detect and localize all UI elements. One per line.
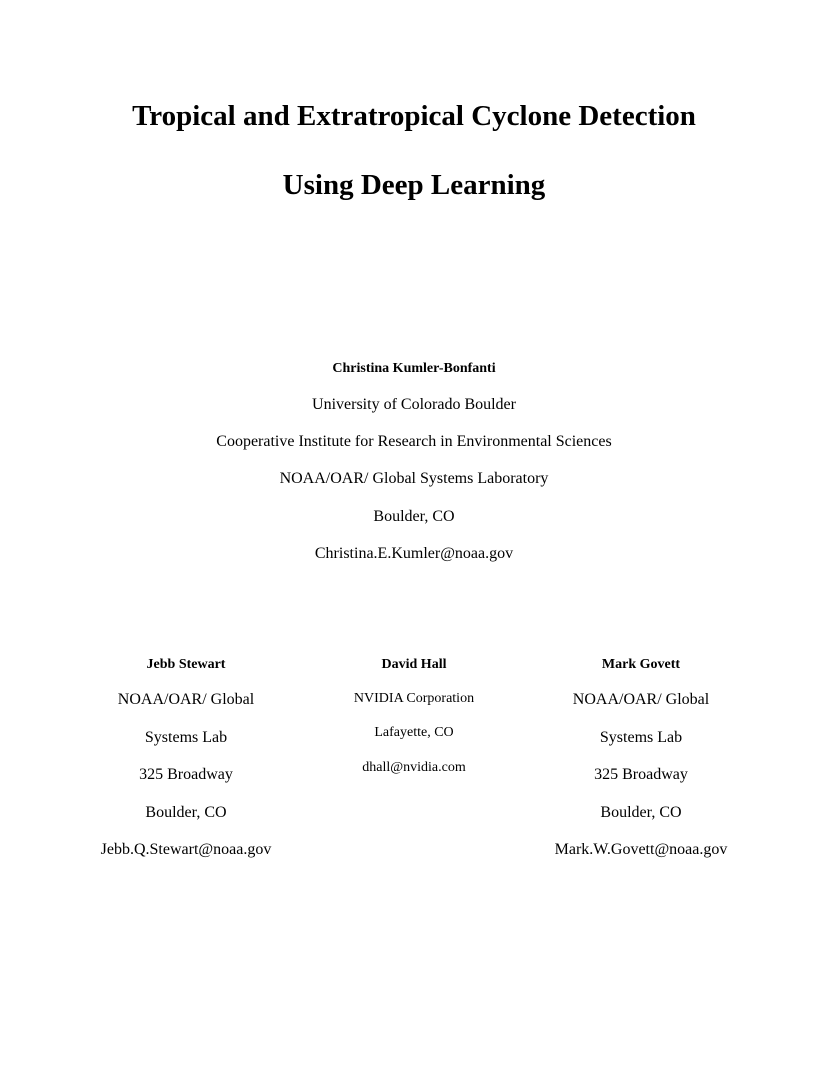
- coauthor-affiliation-2: Systems Lab: [144, 729, 228, 746]
- coauthor-affiliation-1: NVIDIA Corporation: [353, 691, 475, 706]
- coauthor-address: 325 Broadway: [594, 766, 688, 783]
- coauthor-affiliation-2: Systems Lab: [599, 729, 683, 746]
- coauthor-email: dhall@nvidia.com: [362, 760, 466, 775]
- lead-author-name: Christina Kumler-Bonfanti: [332, 361, 496, 376]
- paper-title-line-2: Using Deep Learning: [282, 169, 546, 201]
- lead-author-email: Christina.E.Kumler@noaa.gov: [314, 545, 514, 562]
- paper-title-line-1: Tropical and Extratropical Cyclone Detection: [132, 100, 696, 132]
- coauthor-name: David Hall: [381, 657, 447, 672]
- coauthor-location: Boulder, CO: [600, 804, 682, 821]
- lead-author-affiliation-3: NOAA/OAR/ Global Systems Laboratory: [279, 470, 549, 487]
- coauthor-name: Jebb Stewart: [146, 657, 226, 672]
- lead-author-affiliation-1: University of Colorado Boulder: [312, 396, 516, 413]
- coauthor-address: 325 Broadway: [139, 766, 233, 783]
- coauthor-block-govett: [511, 0, 771, 1072]
- coauthor-name: Mark Govett: [601, 657, 681, 672]
- lead-author-location: Boulder, CO: [373, 508, 455, 525]
- coauthor-email: Mark.W.Govett@noaa.gov: [554, 841, 728, 858]
- coauthor-location: Boulder, CO: [145, 804, 227, 821]
- lead-author-affiliation-2: Cooperative Institute for Research in Environmental Sciences: [216, 433, 612, 450]
- coauthor-block-stewart: [56, 0, 316, 1072]
- coauthor-affiliation-1: NOAA/OAR/ Global: [572, 691, 710, 708]
- coauthor-email: Jebb.Q.Stewart@noaa.gov: [100, 841, 272, 858]
- coauthor-affiliation-1: NOAA/OAR/ Global: [117, 691, 255, 708]
- coauthor-block-hall: [284, 0, 544, 1072]
- coauthor-location: Lafayette, CO: [374, 725, 454, 740]
